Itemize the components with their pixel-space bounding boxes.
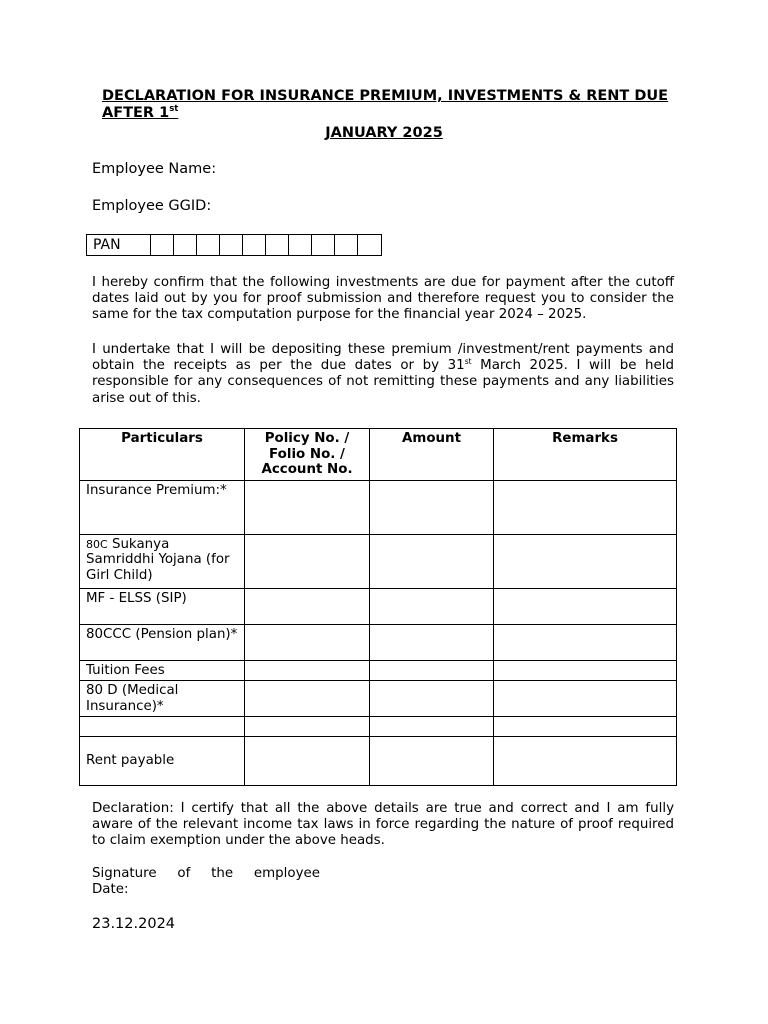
pan-box[interactable] [312, 235, 335, 255]
undertaking-paragraph [92, 342, 674, 407]
document-title-text: DECLARATION FOR INSURANCE PREMIUM, INVESTMENTS & RENT DUE AFTER 1 [102, 88, 669, 121]
policy-cell[interactable] [245, 660, 370, 681]
pan-field[interactable] [86, 234, 382, 256]
table-row [80, 534, 677, 588]
amount-cell[interactable] [370, 681, 494, 717]
remarks-cell[interactable] [494, 534, 677, 588]
pan-box[interactable] [197, 235, 220, 255]
amount-cell[interactable] [370, 737, 494, 786]
employee-ggid-label: Employee GGID: [92, 198, 212, 214]
header-particulars: Particulars [80, 429, 245, 481]
policy-cell[interactable] [245, 737, 370, 786]
title-superscript: st [169, 104, 179, 114]
pan-box[interactable] [335, 235, 358, 255]
document-subtitle: JANUARY 2025 [325, 125, 443, 141]
amount-cell[interactable] [370, 660, 494, 681]
row-label: Rent payable [80, 737, 245, 786]
document-title [102, 88, 682, 122]
table-row [80, 717, 677, 737]
table-row [80, 660, 677, 681]
remarks-cell[interactable] [494, 737, 677, 786]
remarks-cell[interactable] [494, 624, 677, 660]
amount-cell[interactable] [370, 534, 494, 588]
pan-box[interactable] [243, 235, 266, 255]
header-remarks: Remarks [494, 429, 677, 481]
remarks-cell[interactable] [494, 588, 677, 624]
employee-name-label: Employee Name: [92, 161, 217, 177]
undertaking-text-1: I undertake that I will be depositing these premium /investment/rent payments and obtain the receipts as per the due dates or by 31 [92, 342, 674, 374]
row-label: 80 D (Medical Insurance)* [80, 681, 245, 717]
undertaking-superscript: st [464, 357, 472, 367]
row-label: Tuition Fees [80, 660, 245, 681]
policy-cell[interactable] [245, 681, 370, 717]
pan-box[interactable] [266, 235, 289, 255]
policy-cell[interactable] [245, 624, 370, 660]
table-row [80, 624, 677, 660]
declaration-text: Declaration: I certify that all the above details are true and correct and I am fully aware of the relevant income tax laws in force regarding the nature of proof required to claim exemption under the above heads. [92, 801, 674, 849]
confirmation-paragraph: I hereby confirm that the following investments are due for payment after the cutoff dates laid out by you for proof submission and therefore request you to consider the same for the tax computation purpose for the financial year 2024 – 2025. [92, 275, 674, 323]
policy-cell[interactable] [245, 717, 370, 737]
row-label: Insurance Premium:* [80, 480, 245, 534]
table-header-row [80, 429, 677, 481]
signature-block [92, 866, 320, 898]
header-amount: Amount [370, 429, 494, 481]
row-label [80, 534, 245, 588]
row-label [80, 717, 245, 737]
amount-cell[interactable] [370, 480, 494, 534]
signature-label: Signature of the employee [92, 866, 320, 881]
pan-box[interactable] [220, 235, 243, 255]
date-value: 23.12.2024 [92, 916, 176, 932]
pan-box[interactable] [151, 235, 174, 255]
table-row [80, 681, 677, 717]
undertaking-text-2: March 2025. I will be held responsible for any consequences of not remitting these payments and any liabilities arise out of this. [92, 358, 674, 406]
header-policy-no: Policy No. / Folio No. / Account No. [245, 429, 370, 481]
row-label: 80CCC (Pension plan)* [80, 624, 245, 660]
policy-cell[interactable] [245, 534, 370, 588]
pan-box[interactable] [358, 235, 381, 255]
date-label: Date: [92, 882, 129, 898]
amount-cell[interactable] [370, 624, 494, 660]
row-label-text: Sukanya Samriddhi Yojana (for Girl Child) [86, 536, 230, 583]
amount-cell[interactable] [370, 717, 494, 737]
section-code: 80C [86, 537, 108, 551]
pan-label: PAN [87, 235, 151, 255]
pan-box[interactable] [289, 235, 312, 255]
remarks-cell[interactable] [494, 717, 677, 737]
pan-box[interactable] [174, 235, 197, 255]
table-row [80, 480, 677, 534]
row-label: MF - ELSS (SIP) [80, 588, 245, 624]
policy-cell[interactable] [245, 480, 370, 534]
remarks-cell[interactable] [494, 480, 677, 534]
remarks-cell[interactable] [494, 681, 677, 717]
amount-cell[interactable] [370, 588, 494, 624]
investment-table [79, 428, 677, 786]
table-row [80, 737, 677, 786]
policy-cell[interactable] [245, 588, 370, 624]
table-row [80, 588, 677, 624]
remarks-cell[interactable] [494, 660, 677, 681]
